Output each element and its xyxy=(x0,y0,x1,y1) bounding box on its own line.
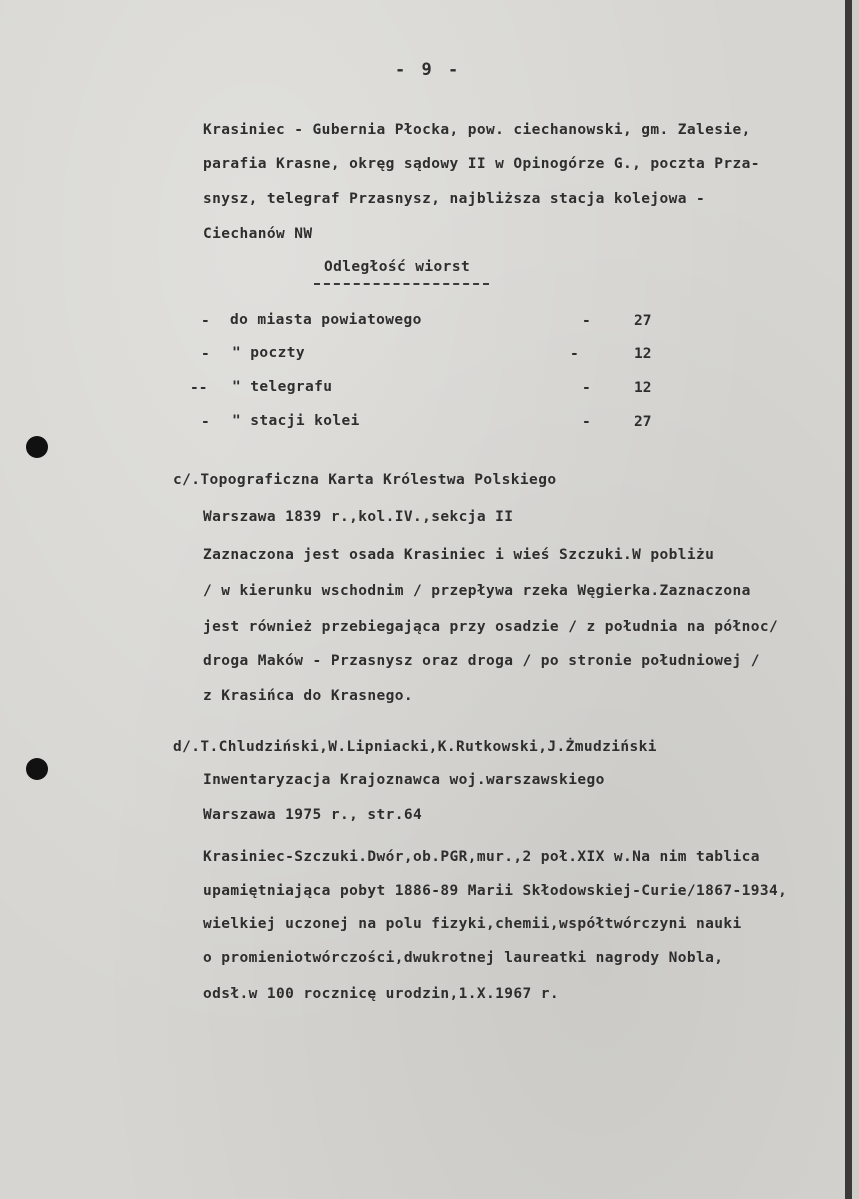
row-label: " stacji kolei xyxy=(232,413,360,429)
section-d-title: Inwentaryzacja Krajoznawca woj.warszawskiego xyxy=(203,772,605,788)
row-value: 12 xyxy=(634,346,652,362)
row-prefix: - xyxy=(201,414,210,430)
row-dash: - xyxy=(582,414,591,430)
row-prefix: - xyxy=(201,313,210,329)
page-number: - 9 - xyxy=(395,60,462,80)
row-prefix: -- xyxy=(190,380,208,396)
row-prefix: - xyxy=(201,346,210,362)
intro-line: parafia Krasne, okręg sądowy II w Opinogórze G., poczta Prza- xyxy=(203,156,760,172)
section-c-body-line: droga Maków - Przasnysz oraz droga / po stronie południowej / xyxy=(203,653,760,669)
section-c-title: c/.Topograficzna Karta Królestwa Polskiego xyxy=(173,472,557,488)
section-d-body-line: upamiętniająca pobyt 1886-89 Marii Skłodowskiej-Curie/1867-1934, xyxy=(203,883,788,899)
punch-hole-bottom xyxy=(26,758,48,780)
row-label: " telegrafu xyxy=(232,379,333,395)
row-value: 27 xyxy=(634,313,652,329)
section-c-body-line: z Krasińca do Krasnego. xyxy=(203,688,413,704)
section-c-body-line: Zaznaczona jest osada Krasiniec i wieś Szczuki.W pobliżu xyxy=(203,547,715,563)
row-label: " poczty xyxy=(232,345,306,361)
section-c-body-line: jest również przebiegająca przy osadzie / z południa na północ/ xyxy=(203,619,779,635)
section-d-source: Warszawa 1975 r., str.64 xyxy=(203,807,423,823)
section-d-body-line: odsł.w 100 rocznicę urodzin,1.X.1967 r. xyxy=(203,986,560,1002)
row-value: 27 xyxy=(634,414,652,430)
distance-heading: Odległość wiorst xyxy=(324,259,471,275)
section-d-authors: d/.T.Chludziński,W.Lipniacki,K.Rutkowski,J.Żmudziński xyxy=(173,739,657,755)
section-d-body-line: Krasiniec-Szczuki.Dwór,ob.PGR,mur.,2 poł.XIX w.Na nim tablica xyxy=(203,849,760,865)
intro-line: Ciechanów NW xyxy=(203,226,313,242)
row-value: 12 xyxy=(634,380,652,396)
intro-line: Krasiniec - Gubernia Płocka, pow. ciechanowski, gm. Zalesie, xyxy=(203,122,751,138)
intro-line: snysz, telegraf Przasnysz, najbliższa stacja kolejowa - xyxy=(203,191,706,207)
row-dash: - xyxy=(582,380,591,396)
heading-underline xyxy=(314,283,489,285)
section-c-source: Warszawa 1839 r.,kol.IV.,sekcja II xyxy=(203,509,514,525)
row-dash: - xyxy=(582,313,591,329)
punch-hole-top xyxy=(26,436,48,458)
section-d-body-line: o promieniotwórczości,dwukrotnej laureatki nagrody Nobla, xyxy=(203,950,724,966)
row-label: do miasta powiatowego xyxy=(230,312,422,328)
page-edge xyxy=(845,0,852,1199)
row-dash: - xyxy=(570,346,579,362)
section-c-body-line: / w kierunku wschodnim / przepływa rzeka Węgierka.Zaznaczona xyxy=(203,583,751,599)
section-d-body-line: wielkiej uczonej na polu fizyki,chemii,współtwórczyni nauki xyxy=(203,916,742,932)
